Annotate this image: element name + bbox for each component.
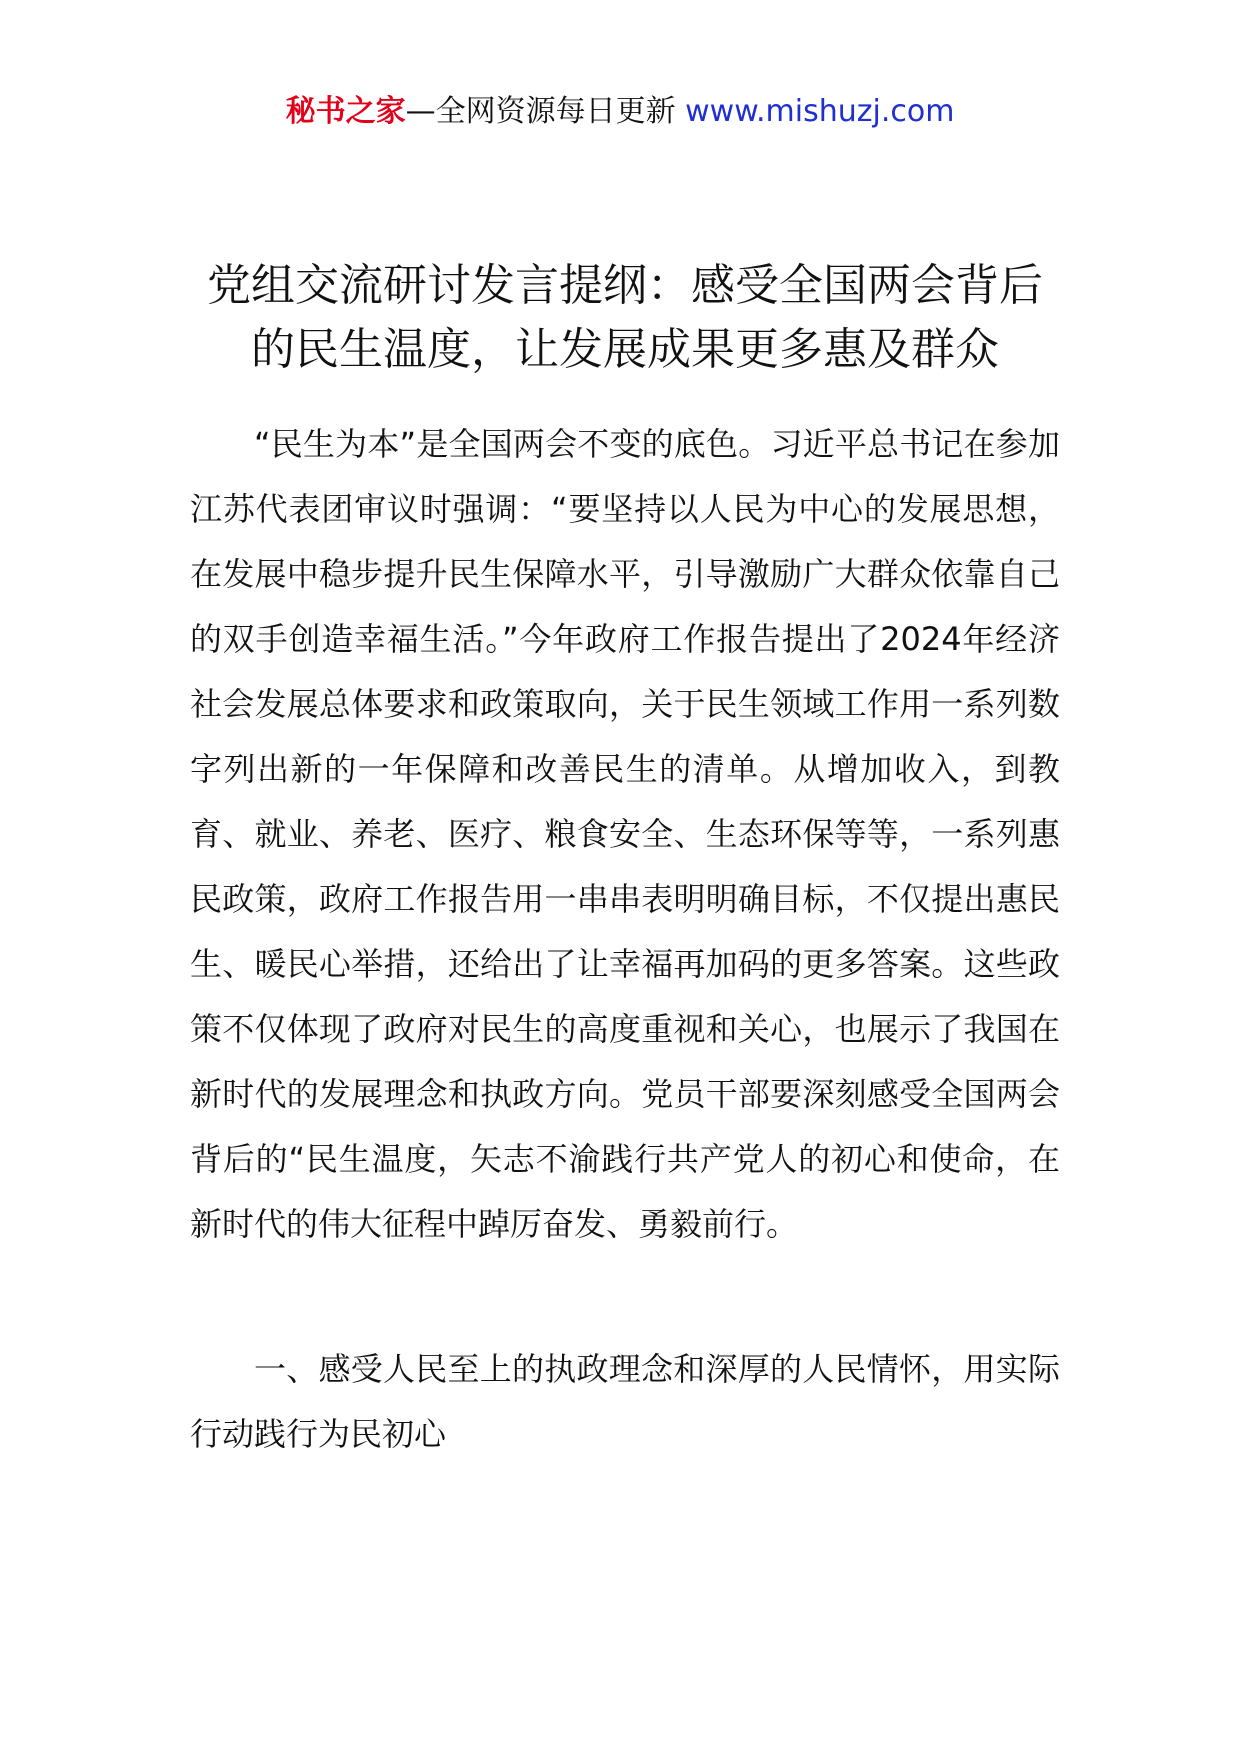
site-brand: 秘书之家 xyxy=(285,94,406,129)
document-title: 党组交流研讨发言提纲：感受全国两会背后的民生温度，让发展成果更多惠及群众 xyxy=(207,260,1043,375)
site-slogan: —全网资源每日更新 xyxy=(405,94,686,129)
section-heading-1: 一、感受人民至上的执政理念和深厚的人民情怀，用实际行动践行为民初心 xyxy=(190,1350,1060,1453)
site-header xyxy=(0,92,1240,132)
site-url: www.mishuzj.com xyxy=(685,94,955,129)
intro-paragraph: “民生为本”是全国两会不变的底色。习近平总书记在参加江苏代表团审议时强调：“要坚持以人民为中心的发展思想，在发展中稳步提升民生保障水平，引导激励广大群众依靠自己的双手创造幸福生活。”今年政府工作报告提出了2024年经济社会发展总体要求和政策取向，关于民生领域工作用一系列数字列出新的一年保障和改善民生的清单。从增加收入，到教育、就业、养老、医疗、粮食安全、生态环保等等，一系列惠民政策，政府工作报告用一串串表明明确目标，不仅提出惠民生、暖民心举措，还给出了让幸福再加码的更多答案。这些政策不仅体现了政府对民生的高度重视和关心，也展示了我国在新时代的发展理念和执政方向。党员干部要深刻感受全国两会背后的“民生温度，矢志不渝践行共产党人的初心和使命，在新时代的伟大征程中踔厉奋发、勇毅前行。 xyxy=(190,425,1060,1243)
